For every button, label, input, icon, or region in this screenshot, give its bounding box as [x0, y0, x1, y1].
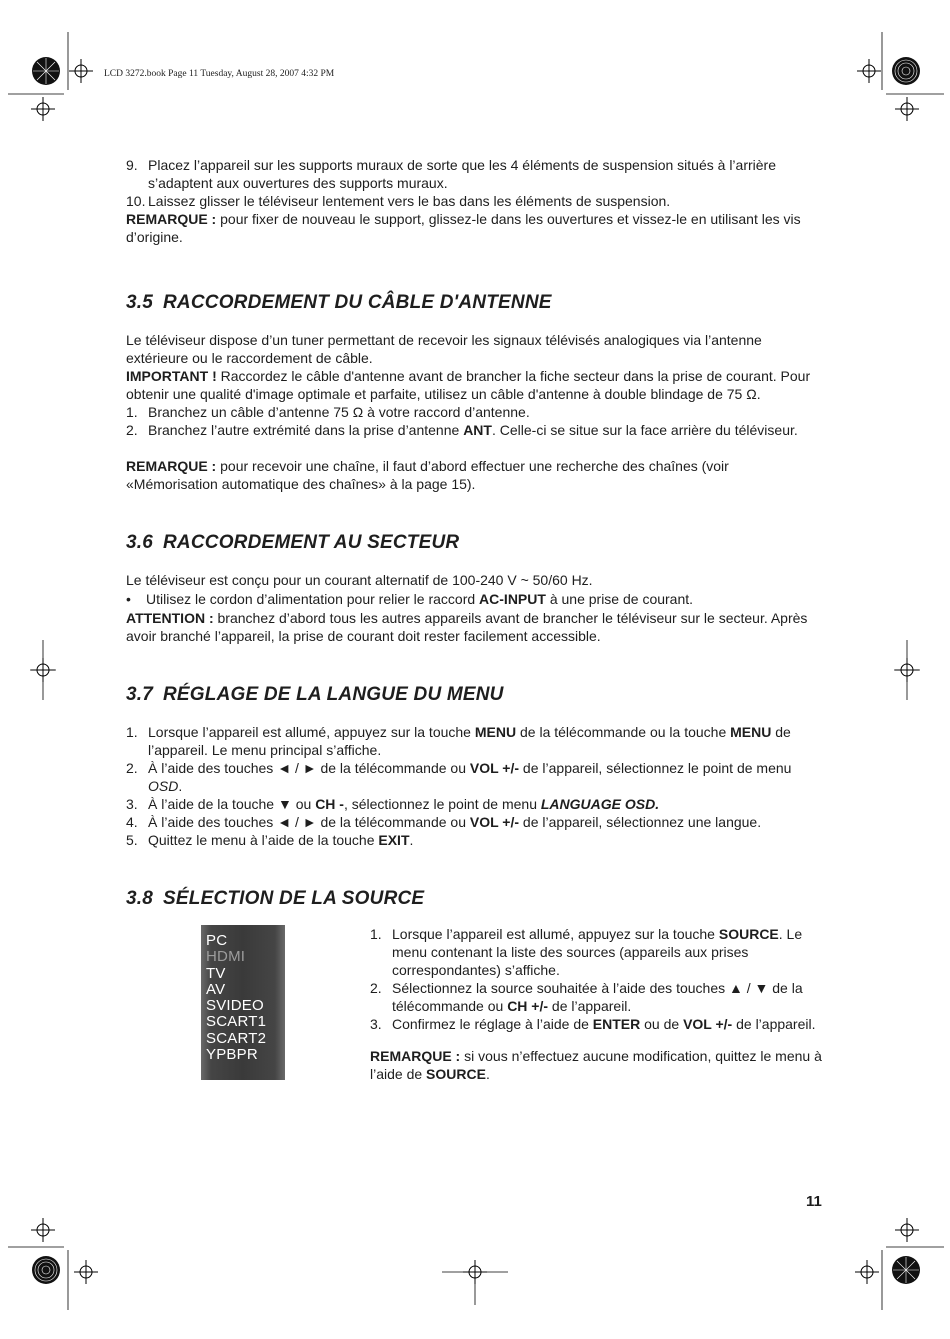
osd-item-ypbpr: YPBPR [206, 1046, 258, 1064]
step-text: de l’appareil. Le menu principal s’affiche. [148, 724, 791, 758]
bullet-item [126, 590, 823, 608]
step-number: 3. [126, 796, 138, 812]
osd-item-tv: TV [206, 964, 226, 982]
step-text: , sélectionnez le point de menu [343, 796, 541, 812]
key-vol: VOL +/- [469, 760, 520, 776]
osd-item-scart1: SCART1 [206, 1013, 267, 1031]
step-number: 5. [126, 832, 138, 848]
list-item [126, 759, 823, 795]
section-heading-3-7 [126, 683, 823, 707]
list-item [370, 925, 824, 979]
important-note [126, 367, 823, 403]
section-title: RACCORDEMENT DU CÂBLE D'ANTENNE [163, 292, 552, 313]
step-number: 9. [126, 157, 138, 173]
step-text: Quittez le menu à l’aide de la touche [148, 832, 379, 848]
intro-note [126, 210, 823, 246]
step-number: 1. [126, 404, 138, 420]
list-item [126, 192, 823, 210]
note-text: pour recevoir une chaîne, il faut d’abord effectuer une recherche des chaînes (voir «Mémorisation automatique des chaînes» à la page 15). [126, 458, 729, 492]
osd-item-hdmi: HDMI [206, 948, 246, 966]
step-number: 10. [126, 193, 146, 209]
osd-item-svideo: SVIDEO [206, 997, 264, 1015]
step-number: 3. [370, 1016, 382, 1032]
step-text: Confirmez le réglage à l’aide de [392, 1016, 593, 1032]
list-item [126, 156, 823, 192]
note-label: REMARQUE : [126, 211, 217, 227]
key-source: SOURCE [426, 1066, 486, 1082]
step-text: Laissez glisser le téléviseur lentement vers le bas dans les éléments de suspension. [148, 193, 671, 209]
list-item [126, 813, 823, 831]
step-text: Branchez l’autre extrémité dans la prise d’antenne [148, 422, 464, 438]
menu-item-osd: OSD [148, 778, 179, 794]
step-text: Placez l’appareil sur les supports muraux de sorte que les 4 éléments de suspension situés à l’arrière s’adaptent aux ouvertures des supports muraux. [148, 157, 776, 191]
bullet-text: à une prise de courant. [545, 591, 694, 607]
section-heading-3-8 [126, 887, 823, 911]
step-text: de l’appareil. [548, 998, 632, 1014]
step-text: À l’aide des touches ◄ / ► de la télécommande ou [148, 814, 470, 830]
attention-text: branchez d’abord tous les autres appareils avant de brancher le téléviseur sur le secteur. Après avoir branché l’appareil, la prise de courant doit rester facilement accessible. [126, 610, 808, 644]
step-text: Branchez un câble d’antenne 75 Ω à votre raccord d’antenne. [148, 404, 530, 420]
list-item [126, 723, 823, 759]
note-text: pour fixer de nouveau le support, glissez-le dans les ouvertures et vissez-le en utilisant les vis d’origine. [126, 211, 801, 245]
step-number: 2. [126, 760, 138, 776]
book-header: LCD 3272.book Page 11 Tuesday, August 28, 2007 4:32 PM [104, 69, 335, 79]
section-number: 3.7 [126, 684, 154, 705]
key-exit: EXIT [378, 832, 410, 848]
step-text: . [178, 778, 183, 794]
key-vol: VOL +/- [469, 814, 520, 830]
section-heading-3-6 [126, 531, 823, 555]
section-number: 3.8 [126, 888, 154, 909]
page-number: 11 [806, 1193, 822, 1210]
step-text: À l’aide de la touche ▼ ou [148, 796, 316, 812]
step-text: de l’appareil, sélectionnez une langue. [519, 814, 762, 830]
key-ant: ANT [463, 422, 492, 438]
note-text: . [485, 1066, 490, 1082]
source-menu-osd [201, 925, 285, 1080]
list-item [370, 1015, 824, 1033]
source-steps [370, 925, 824, 1033]
key-enter: ENTER [592, 1016, 641, 1032]
osd-item-av: AV [206, 980, 226, 998]
step-text: . [409, 832, 414, 848]
step-number: 4. [126, 814, 138, 830]
section-title: RACCORDEMENT AU SECTEUR [163, 532, 460, 553]
step-text: Lorsque l’appareil est allumé, appuyez sur la touche [148, 724, 475, 740]
step-text: . Le menu contenant la liste des sources (appareils aux prises correspondantes) s’affiche. [392, 926, 803, 978]
attention-label: ATTENTION : [126, 610, 214, 626]
page-content [126, 156, 823, 1105]
step-text: Sélectionnez la source souhaitée à l’aide des touches ▲ / ▼ de la télécommande ou [392, 980, 803, 1014]
step-text: . Celle-ci se situe sur la face arrière du téléviseur. [491, 422, 798, 438]
list-item [126, 795, 823, 813]
paragraph: Le téléviseur est conçu pour un courant alternatif de 100-240 V ~ 50/60 Hz. [126, 572, 593, 588]
step-number: 2. [126, 422, 138, 438]
list-item [126, 403, 823, 421]
bullet-icon: • [126, 591, 131, 607]
key-menu: MENU [474, 724, 517, 740]
section-number: 3.5 [126, 292, 154, 313]
note-label: REMARQUE : [126, 458, 217, 474]
step-text: de la télécommande ou la touche [516, 724, 731, 740]
source-instructions [370, 925, 824, 1083]
list-item [370, 979, 824, 1015]
source-section [126, 925, 823, 1105]
source-note [370, 1047, 824, 1083]
important-text: Raccordez le câble d'antenne avant de brancher la fiche secteur dans la prise de courant. Pour obtenir une qualité d'image optimale et parfaite, utilisez un câble d'antenne à double blindage de 75 Ω. [126, 368, 811, 402]
section-number: 3.6 [126, 532, 154, 553]
osd-item-scart2: SCART2 [206, 1029, 267, 1047]
step-text: ou de [640, 1016, 684, 1032]
menu-item-language-osd: LANGUAGE OSD. [540, 796, 660, 812]
section-title: SÉLECTION DE LA SOURCE [163, 888, 425, 909]
key-ch: CH +/- [507, 998, 549, 1014]
language-steps [126, 723, 823, 849]
key-menu: MENU [730, 724, 772, 740]
step-number: 2. [370, 980, 382, 996]
section-title: RÉGLAGE DE LA LANGUE DU MENU [163, 684, 504, 705]
key-ch: CH - [315, 796, 344, 812]
note-label: REMARQUE : [370, 1048, 461, 1064]
list-item [126, 831, 823, 849]
key-source: SOURCE [718, 926, 779, 942]
section-heading-3-5 [126, 291, 823, 315]
key-ac-input: AC-INPUT [479, 591, 546, 607]
step-text: Lorsque l’appareil est allumé, appuyez sur la touche [392, 926, 719, 942]
paragraph: Le téléviseur dispose d’un tuner permettant de recevoir les signaux télévisés analogiques via l’antenne extérieure ou le raccordement de câble. [126, 332, 762, 366]
note-text: si vous n’effectuez aucune modification, quittez le menu à l’aide de [370, 1048, 822, 1082]
step-text: À l’aide des touches ◄ / ► de la télécommande ou [148, 760, 470, 776]
osd-item-pc: PC [206, 932, 228, 949]
important-label: IMPORTANT ! [126, 368, 217, 384]
bullet-text: Utilisez le cordon d’alimentation pour relier le raccord [146, 591, 480, 607]
list-item [126, 421, 823, 439]
step-text: de l’appareil, sélectionnez le point de menu [519, 760, 792, 776]
key-vol: VOL +/- [683, 1016, 733, 1032]
step-text: de l’appareil. [732, 1016, 816, 1032]
antenna-steps [126, 403, 823, 439]
step-number: 1. [370, 926, 382, 942]
antenna-note [126, 457, 823, 493]
intro-steps [126, 156, 823, 210]
attention-note [126, 609, 823, 645]
step-number: 1. [126, 724, 138, 740]
